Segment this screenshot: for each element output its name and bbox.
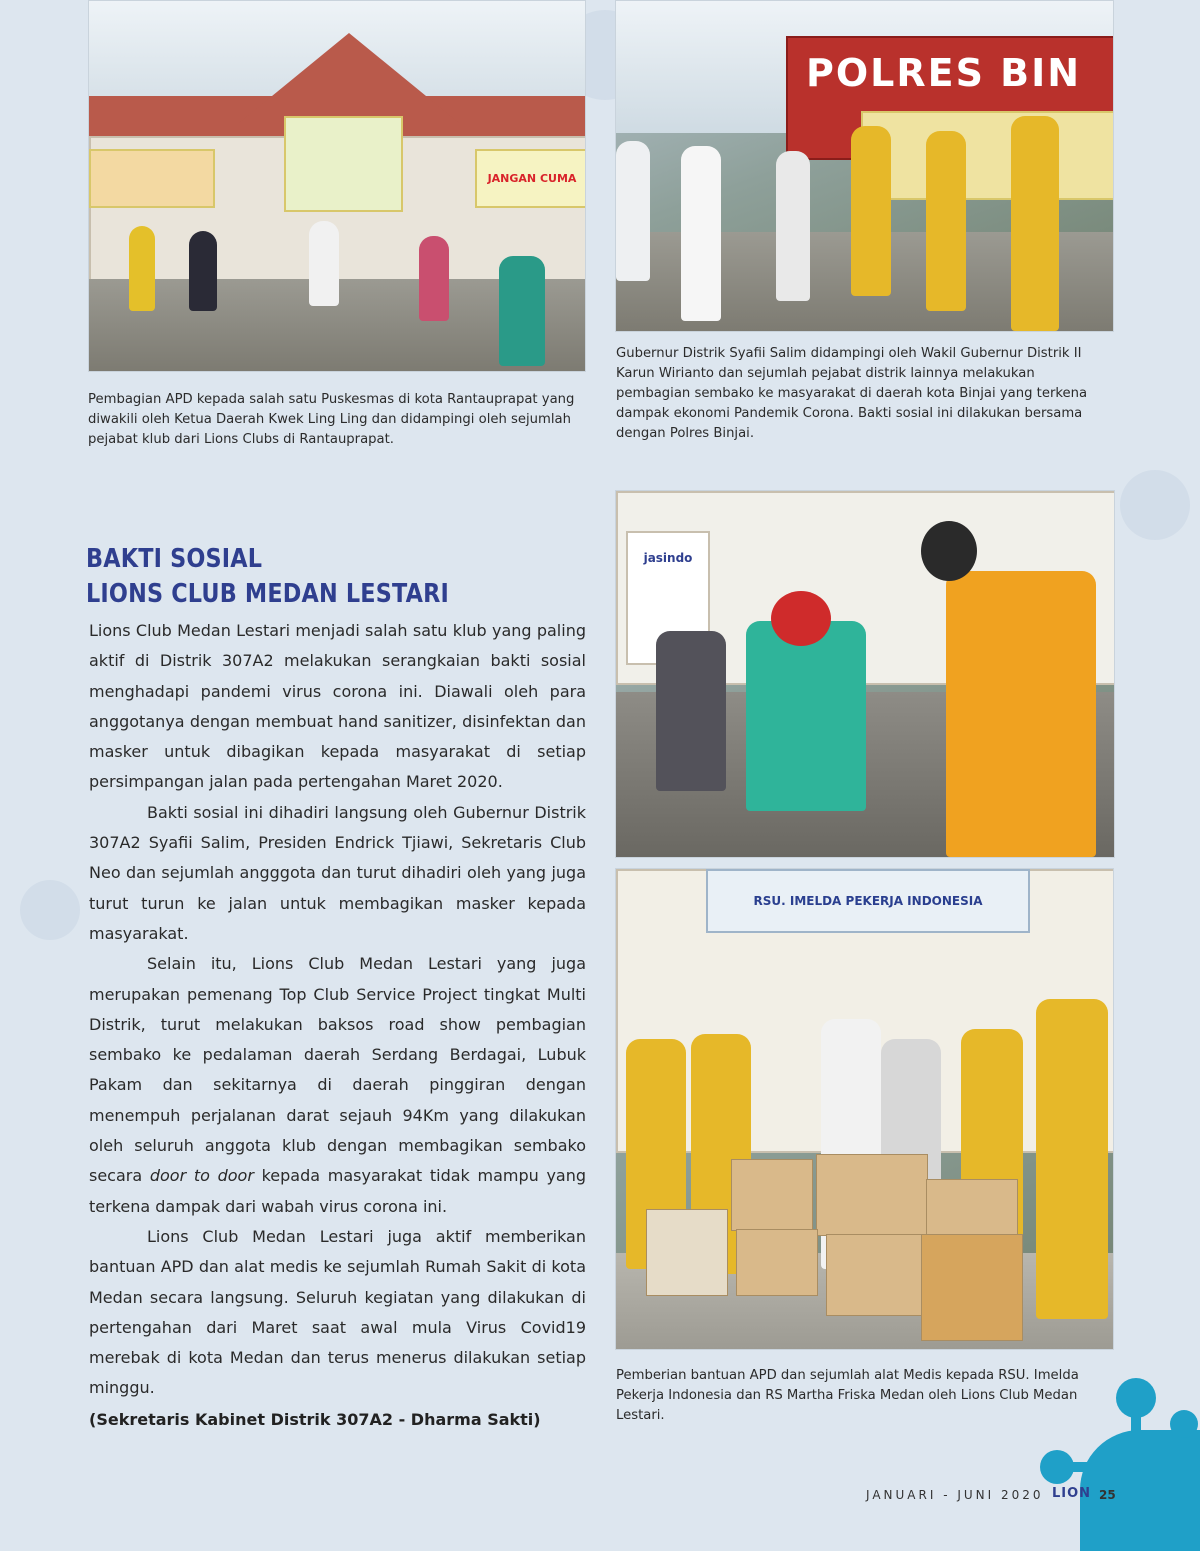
photo-caption: Pembagian APD kepada salah satu Puskesmas di kota Rantauprapat yang diwakili oleh Ketua Daerah Kwek Ling Ling dan didampingi oleh sejumlah pejabat klub dari Lions Clubs di Rantauprapat. (88, 392, 575, 447)
virus-decoration (1080, 1430, 1200, 1551)
photo-polres-binjai (615, 0, 1114, 332)
photo-banner-text: JANGAN CUMA (475, 149, 586, 208)
article-heading-line2: LIONS CLUB MEDAN LESTARI (86, 579, 450, 609)
background-bubble (20, 880, 80, 940)
photo-road-distribution (615, 490, 1115, 858)
background-bubble (1120, 470, 1190, 540)
photo-caption: Gubernur Distrik Syafii Salim didampingi oleh Wakil Gubernur Distrik II Karun Wirianto dan sejumlah pejabat distrik lainnya melakukan pembagian sembako ke masyarakat di daerah kota Binjai yang terkena dampak ekonomi Pandemik Corona. Bakti sosial ini dilakukan bersama dengan Polres Binjai. (616, 346, 1088, 441)
virus-spike-stalk (1060, 1462, 1096, 1472)
page-number: 25 (1099, 1488, 1116, 1502)
footer-issue: JANUARI - JUNI 2020 (866, 1488, 1044, 1502)
article-paragraph: Lions Club Medan Lestari menjadi salah satu klub yang paling aktif di Distrik 307A2 melakukan serangkaian bakti sosial menghadapi pandemi virus corona ini. Diawali oleh para anggotanya dengan membuat hand sanitizer, disinfektan dan masker untuk dibagikan kepada masyarakat di setiap persimpangan jalan pada pertengahan Maret 2020. (89, 621, 586, 792)
photo-banner-text: RSU. IMELDA PEKERJA INDONESIA (706, 869, 1030, 933)
article-paragraph: Selain itu, Lions Club Medan Lestari yang juga merupakan pemenang Top Club Service Project tingkat Multi Distrik, turut melakukan baksos road show pembagian sembako ke pedalaman daerah Serdang Berdagai, Lubuk Pakam dan sekitarnya di daerah pinggiran dengan menempuh perjalanan darat sejauh 94Km yang dilakukan oleh seluruh anggota klub dengan membagikan sembako secara door to door kepada masyarakat tidak mampu yang terkena dampak dari wabah virus corona ini. (89, 954, 587, 1216)
photo-sign-text: POLRES BIN (806, 51, 1082, 95)
virus-spike-icon (1170, 1410, 1198, 1438)
article-heading (86, 542, 449, 612)
article-heading-line1: BAKTI SOSIAL (86, 544, 263, 574)
article-paragraph: Bakti sosial ini dihadiri langsung oleh Gubernur Distrik 307A2 Syafii Salim, Presiden Endrick Tjiawi, Sekretaris Club Neo dan sejumlah angggota dan turut dihadiri oleh yang juga turut turun ke jalan untuk membagikan masker kepada masyarakat. (89, 802, 586, 943)
photo-caption: Pemberian bantuan APD dan sejumlah alat Medis kepada RSU. Imelda Pekerja Indonesia dan RS Martha Friska Medan oleh Lions Club Medan Lestari. (616, 1368, 1079, 1423)
article-body (89, 616, 586, 1404)
photo-banner-text: jasindo (626, 531, 710, 665)
photo-rsu-imelda (615, 868, 1114, 1350)
article-paragraph: Lions Club Medan Lestari juga aktif memberikan bantuan APD dan alat medis ke sejumlah Rumah Sakit di kota Medan secara langsung. Seluruh kegiatan yang dilakukan di pertengahan dari Maret saat awal mula Virus Covid19 merebak di kota Medan dan terus menerus dilakukan setiap minggu. (89, 1226, 586, 1398)
virus-spike-stalk (1131, 1400, 1141, 1440)
photo-puskesmas (88, 0, 586, 372)
article-signoff: (Sekretaris Kabinet Distrik 307A2 - Dharma Sakti) (89, 1410, 541, 1429)
footer-brand: LION (1052, 1486, 1092, 1501)
